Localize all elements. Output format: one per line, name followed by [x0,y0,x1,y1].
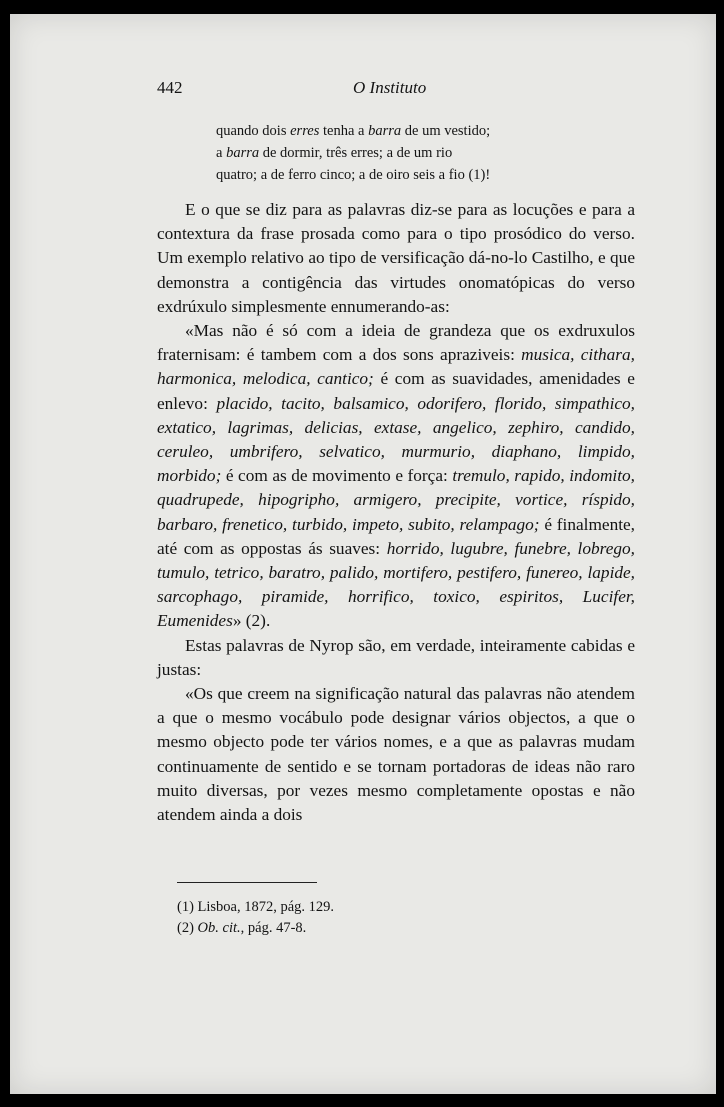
italic-run: tremulo, rapido, indomito, quadrupede, hipogripho, armigero, precipite, vortice, ríspido, barbaro, frenetico, turbido, impeto, subito, relampago; [157,466,635,534]
footnotes [177,897,334,939]
italic-run: barra [226,145,260,161]
italic-run: placido, tacito, balsamico, odorifero, florido, simpathico, extatico, lagrimas, delicias, extase, angelico, zephiro, candido, ceruleo, umbrifero, selvatico, murmurio, diaphano, limpido, morbido; [157,393,636,486]
book-page [10,14,716,1094]
running-head [157,78,630,102]
paragraph: «Os que creem na significação natural das palavras não atendem a que o mesmo vocábulo pode designar vários objectos, a que o mesmo objecto pode ter vários nomes, e a que as palavras mudam continuamente de sentido e se tornam portadoras de ideas não raro muito diversas, por vezes mesmo completamente opostas e não atendem ainda a dois [157,684,635,825]
italic-run: erres [290,123,320,139]
verse-line: a barra de dormir, três erres; a de um rio [216,145,453,161]
italic-run: Ob. cit. [197,920,241,936]
verse-line: quando dois erres tenha a barra de um vestido; [216,123,491,139]
body-text [157,198,635,827]
verse-quote [216,120,576,186]
page-number: 442 [157,78,183,97]
italic-run: musica, cithara, harmonica, melodica, cantico; [157,345,635,389]
journal-title: O Instituto [353,78,427,97]
paragraph: E o que se diz para as palavras diz-se para as locuções e para a contextura da frase prosada como para o tipo prosódico do verso. Um exemplo relativo ao tipo de versificação dá-no-lo Castilho, e que demonstra a contigência das virtudes onomatópicas do verso exdrúxulo simplesmente ennumerando-as: [157,200,635,316]
italic-run: barra [368,123,402,139]
paragraph: Estas palavras de Nyrop são, em verdade, inteiramente cabidas e justas: [157,635,635,679]
footnote-divider [177,882,317,883]
verse-line: quatro; a de ferro cinco; a de oiro seis a fio (1)! [216,167,491,183]
footnote: (1) Lisboa, 1872, pág. 129. [177,899,335,915]
italic-run: horrido, lugubre, funebre, lobrego, tumulo, tetrico, baratro, palido, mortifero, pestifero, funereo, lapide, sarcophago, piramide, horrifico, toxico, espiritos, Lucifer, Eumenides [157,538,635,631]
footnote: (2) Ob. cit., pág. 47-8. [177,920,307,936]
paragraph: «Mas não é só com a ideia de grandeza que os exdruxulos fraternisam: é tambem com a dos sons apraziveis: musica, cithara, harmonica, melodica, cantico; é com as suavidades, amenidades e enlevo: placido, tacito, balsamico, odorifero, florido, simpathico, extatico, lagrimas, delicias, extase, angelico, zephiro, candido, ceruleo, umbrifero, selvatico, murmurio, diaphano, limpido, morbido; é com as de movimento e força: tremulo, rapido, indomito, quadrupede, hipogripho, armigero, precipite, vortice, ríspido, barbaro, frenetico, turbido, impeto, subito, relampago; é finalmente, até com as oppostas ás suaves: horrido, lugubre, funebre, lobrego, tumulo, tetrico, baratro, palido, mortifero, pestifero, funereo, lapide, sarcophago, piramide, horrifico, toxico, espiritos, Lucifer, Eumenides» (2). [157,321,636,631]
